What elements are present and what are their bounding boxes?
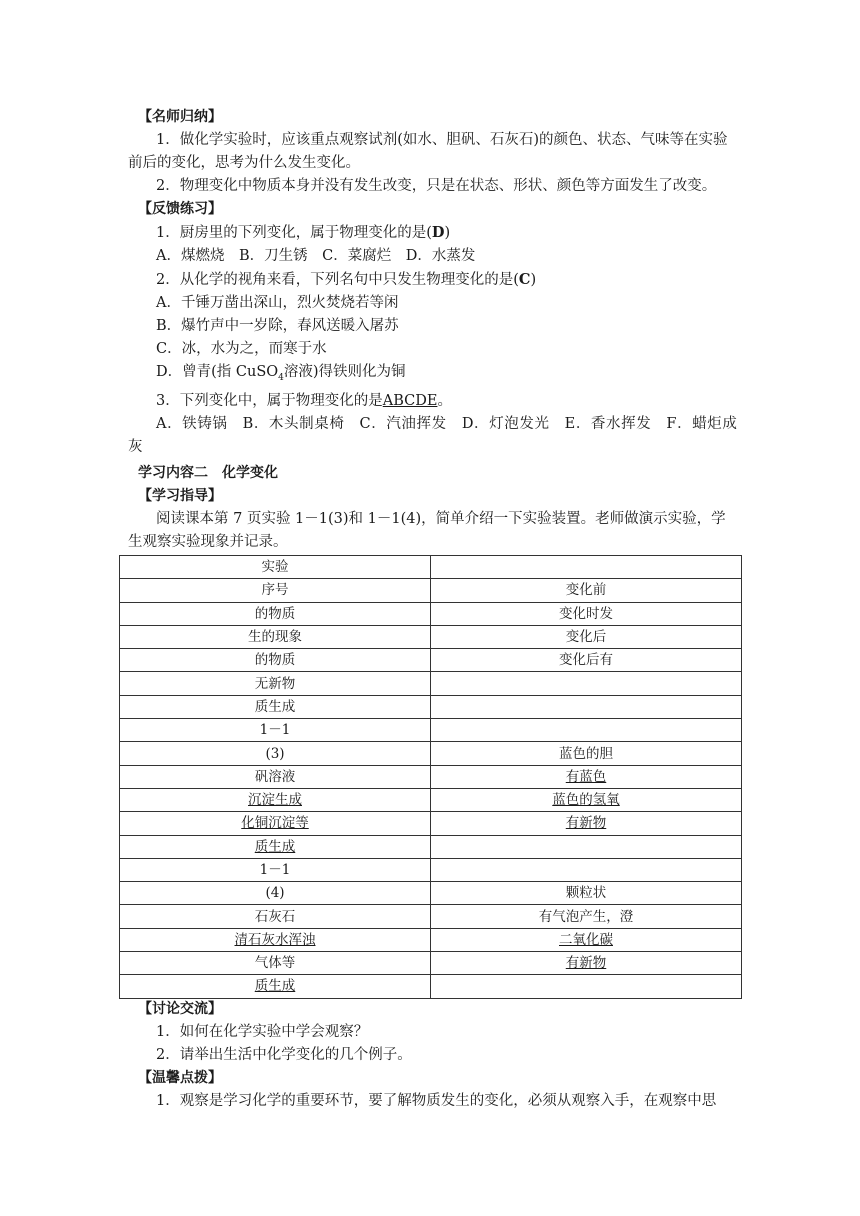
q1-close: ) xyxy=(444,225,451,241)
feedback-q2-option-c: C．冰，水为之，而寒于水 xyxy=(156,341,327,357)
table-cell-left xyxy=(120,882,431,905)
table-cell-right xyxy=(431,858,742,881)
q2-d-pre: D．曾青(指 CuSO xyxy=(156,364,279,380)
feedback-q2 xyxy=(128,268,740,292)
table-row xyxy=(120,882,742,905)
cell-text: (4) xyxy=(265,885,285,902)
feedback-q2-option-a: A．千锤万凿出深山，烈火焚烧若等闲 xyxy=(156,295,399,311)
table-row xyxy=(120,579,742,602)
feedback-q3 xyxy=(128,390,740,413)
summary-point-2: 2．物理变化中物质本身并没有发生改变，只是在状态、形状、颜色等方面发生了改变。 xyxy=(156,178,717,194)
table-row xyxy=(120,835,742,858)
table-cell-left xyxy=(120,975,431,998)
tips-point-1: 1．观察是学习化学的重要环节，要了解物质发生的变化，必须从观察入手，在观察中思 xyxy=(156,1093,717,1109)
table-cell-right xyxy=(431,579,742,602)
cell-text: 沉淀生成 xyxy=(248,792,302,809)
table-row xyxy=(120,952,742,975)
feedback-q2-option-b: B．爆竹声中一岁除，春风送暖入屠苏 xyxy=(156,318,399,334)
guide-text: 阅读课本第 7 页实验 1－1(3)和 1－1(4)，简单介绍一下实验装置。老师做演示实验，学生观察实验现象并记录。 xyxy=(128,510,726,550)
table-row xyxy=(120,719,742,742)
cell-text: 1－1 xyxy=(259,862,291,878)
table-row xyxy=(120,788,742,811)
q3-end: 。 xyxy=(437,392,452,409)
cell-text: (3) xyxy=(265,745,285,762)
cell-text: 变化时发 xyxy=(559,605,613,622)
cell-text: 序号 xyxy=(261,582,289,599)
cell-text: 颗粒状 xyxy=(565,885,607,902)
table-cell-right xyxy=(431,742,742,765)
cell-text: 化铜沉淀等 xyxy=(241,815,309,832)
table-cell-left xyxy=(120,835,431,858)
cell-text: 的物质 xyxy=(254,652,296,669)
feedback-heading: 【反馈练习】 xyxy=(138,201,222,217)
table-cell-left xyxy=(120,742,431,765)
q1-answer: D xyxy=(431,224,445,241)
cell-text: 蓝色的胆 xyxy=(559,745,613,762)
table-cell-left xyxy=(120,788,431,811)
table-cell-left xyxy=(120,579,431,602)
feedback-q3-options: A．铁铸锅 B．木头制桌椅 C．汽油挥发 D．灯泡发光 E．香水挥发 F．蜡炬成灰 xyxy=(128,415,738,455)
table-cell-left xyxy=(120,952,431,975)
q1-text: 1．厨房里的下列变化，属于物理变化的是( xyxy=(156,225,432,241)
table-cell-right xyxy=(431,625,742,648)
cell-text: 变化后有 xyxy=(559,652,613,669)
table-row xyxy=(120,556,742,579)
summary-point-1: 1．做化学实验时，应该重点观察试剂(如水、胆矾、石灰石)的颜色、状态、气味等在实验前后的变化，思考为什么发生变化。 xyxy=(128,132,728,171)
cell-text: 质生成 xyxy=(254,698,296,715)
table-cell-right xyxy=(431,928,742,951)
cell-text: 实验 xyxy=(261,559,289,576)
cell-text: 质生成 xyxy=(254,978,296,995)
cell-text: 变化后 xyxy=(565,629,607,646)
q2-d-sub: 4 xyxy=(278,372,284,383)
table-cell-right xyxy=(431,649,742,672)
table-cell-right xyxy=(431,905,742,928)
q2-text: 2．从化学的视角来看，下列名句中只发生物理变化的是( xyxy=(156,272,519,288)
cell-text: 气体等 xyxy=(254,955,296,972)
q2-close: ) xyxy=(530,272,537,288)
table-cell-right xyxy=(431,556,742,579)
section2-title: 学习内容二 化学变化 xyxy=(138,464,278,481)
table-cell-right xyxy=(431,602,742,625)
cell-text: 生的现象 xyxy=(248,629,302,646)
table-cell-left xyxy=(120,719,431,742)
table-cell-left xyxy=(120,858,431,881)
table-row xyxy=(120,649,742,672)
experiment-table xyxy=(119,555,742,999)
table-cell-left xyxy=(120,765,431,788)
table-row xyxy=(120,742,742,765)
cell-text: 有蓝色 xyxy=(565,768,607,785)
q2-d-post: 溶液)得铁则化为铜 xyxy=(283,364,406,380)
table-cell-left xyxy=(120,649,431,672)
cell-text: 无新物 xyxy=(254,675,296,692)
cell-text: 质生成 xyxy=(254,838,296,855)
feedback-q2-option-d xyxy=(128,361,740,390)
q3-answer: ABCDE xyxy=(382,392,438,409)
cell-text: 清石灰水浑浊 xyxy=(234,931,316,948)
table-cell-left xyxy=(120,602,431,625)
discussion-heading: 【讨论交流】 xyxy=(138,1001,222,1017)
cell-text: 二氧化碳 xyxy=(559,931,613,948)
table-cell-right xyxy=(431,695,742,718)
cell-text: 1－1 xyxy=(259,722,291,739)
table-row xyxy=(120,928,742,951)
table-row xyxy=(120,765,742,788)
table-cell-right xyxy=(431,765,742,788)
table-row xyxy=(120,602,742,625)
table-cell-right xyxy=(431,952,742,975)
table-cell-left xyxy=(120,928,431,951)
cell-text: 变化前 xyxy=(565,582,607,599)
cell-text: 矾溶液 xyxy=(254,768,296,785)
table-cell-right xyxy=(431,812,742,835)
cell-text: 有气泡产生，澄 xyxy=(538,908,634,925)
tips-heading: 【温馨点拨】 xyxy=(138,1070,222,1086)
feedback-q1 xyxy=(128,221,740,245)
summary-section xyxy=(128,106,740,554)
cell-text: 有新物 xyxy=(565,815,607,832)
table-row xyxy=(120,672,742,695)
table-cell-right xyxy=(431,788,742,811)
table-row xyxy=(120,625,742,648)
guide-heading: 【学习指导】 xyxy=(138,487,222,504)
table-cell-left xyxy=(120,695,431,718)
table-cell-left xyxy=(120,905,431,928)
table-row xyxy=(120,905,742,928)
table-cell-right xyxy=(431,719,742,742)
summary-heading: 【名师归纳】 xyxy=(138,109,222,125)
table-cell-right xyxy=(431,975,742,998)
cell-text: 蓝色的氢氧 xyxy=(552,792,620,809)
table-row xyxy=(120,695,742,718)
table-cell-left xyxy=(120,625,431,648)
discussion-q1: 1．如何在化学实验中学会观察？ xyxy=(156,1024,369,1040)
feedback-q1-options: A．煤燃烧 B．刀生锈 C．菜腐烂 D．水蒸发 xyxy=(156,248,476,264)
cell-text: 的物质 xyxy=(254,605,296,622)
table-cell-right xyxy=(431,835,742,858)
table-cell-right xyxy=(431,882,742,905)
table-cell-left xyxy=(120,672,431,695)
discussion-q2: 2．请举出生活中化学变化的几个例子。 xyxy=(156,1047,412,1063)
table-row xyxy=(120,812,742,835)
q2-answer: C xyxy=(518,271,531,288)
table-row xyxy=(120,975,742,998)
cell-text: 有新物 xyxy=(565,955,607,972)
q3-text: 3．下列变化中，属于物理变化的是 xyxy=(156,392,383,409)
cell-text: 石灰石 xyxy=(254,908,296,925)
table-cell-right xyxy=(431,672,742,695)
table-row xyxy=(120,858,742,881)
table-cell-left xyxy=(120,812,431,835)
table-cell-left xyxy=(120,556,431,579)
discussion-section xyxy=(128,998,740,1113)
